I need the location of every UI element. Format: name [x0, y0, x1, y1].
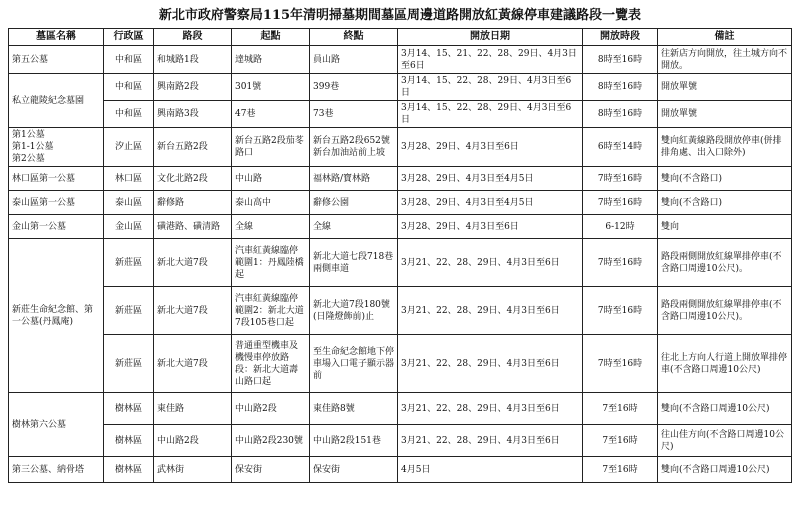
- end-cell: 辭修公園: [310, 191, 398, 215]
- note-cell: 雙向: [658, 215, 792, 239]
- road-cell: 文化北路2段: [154, 167, 232, 191]
- hours-cell: 7時至16時: [583, 167, 658, 191]
- note-cell: 往新店方向開放，往土城方向不開放。: [658, 46, 792, 74]
- dates-cell: 3月14、15、22、28、29日、4月3日至6日: [398, 101, 583, 128]
- table-row: [9, 425, 792, 457]
- header-end: 終點: [310, 29, 398, 46]
- end-cell: 新北大道七段718巷兩側車道: [310, 239, 398, 287]
- hours-cell: 7時至16時: [583, 287, 658, 335]
- district-cell: 樹林區: [104, 393, 154, 425]
- hours-cell: 7至16時: [583, 393, 658, 425]
- road-cell: 中山路2段: [154, 425, 232, 457]
- district-cell: 林口區: [104, 167, 154, 191]
- cemetery-cell: 金山第一公墓: [9, 215, 104, 239]
- end-cell: 員山路: [310, 46, 398, 74]
- road-cell: 新台五路2段: [154, 128, 232, 167]
- cemetery-cell: 第三公墓、納骨塔: [9, 457, 104, 483]
- district-cell: 新莊區: [104, 239, 154, 287]
- district-cell: 新莊區: [104, 335, 154, 393]
- end-cell: 399巷: [310, 74, 398, 101]
- end-cell: 73巷: [310, 101, 398, 128]
- table-row: [9, 191, 792, 215]
- hours-cell: 7至16時: [583, 457, 658, 483]
- dates-cell: 3月14、15、22、28、29日、4月3日至6日: [398, 74, 583, 101]
- header-district: 行政區: [104, 29, 154, 46]
- header-start: 起點: [232, 29, 310, 46]
- header-note: 備註: [658, 29, 792, 46]
- cemetery-cell: 林口區第一公墓: [9, 167, 104, 191]
- start-cell: 中山路: [232, 167, 310, 191]
- district-cell: 金山區: [104, 215, 154, 239]
- header-dates: 開放日期: [398, 29, 583, 46]
- start-cell: 汽車紅黃線臨停範圍1：丹鳳陸橋起: [232, 239, 310, 287]
- end-cell: 福林路/寶林路: [310, 167, 398, 191]
- end-cell: 新台五路2段652號新台加油站前上坡: [310, 128, 398, 167]
- header-cemetery: 墓區名稱: [9, 29, 104, 46]
- dates-cell: 3月21、22、28、29日、4月3日至6日: [398, 393, 583, 425]
- road-cell: 東佳路: [154, 393, 232, 425]
- district-cell: 汐止區: [104, 128, 154, 167]
- document-title: 新北市政府警察局115年清明掃墓期間墓區周邊道路開放紅黃線停車建議路段一覽表: [158, 8, 642, 23]
- hours-cell: 6時至14時: [583, 128, 658, 167]
- district-cell: 樹林區: [104, 425, 154, 457]
- district-cell: 新莊區: [104, 287, 154, 335]
- cemetery-cell: 泰山區第一公墓: [9, 191, 104, 215]
- road-cell: 和城路1段: [154, 46, 232, 74]
- dates-cell: 3月28、29日、4月3日至4月5日: [398, 167, 583, 191]
- table-row: [9, 128, 792, 167]
- note-cell: 路段兩側開放紅線單排停車(不含路口周邊10公尺)。: [658, 239, 792, 287]
- end-cell: 全線: [310, 215, 398, 239]
- dates-cell: 3月28、29日、4月3日至6日: [398, 128, 583, 167]
- start-cell: 保安街: [232, 457, 310, 483]
- road-cell: 興南路2段: [154, 74, 232, 101]
- end-cell: 中山路2段151巷: [310, 425, 398, 457]
- road-cell: 新北大道7段: [154, 335, 232, 393]
- note-cell: 雙向紅黃線路段開放停車(併排排角處、出入口除外): [658, 128, 792, 167]
- end-cell: 保安街: [310, 457, 398, 483]
- dates-cell: 3月21、22、28、29日、4月3日至6日: [398, 239, 583, 287]
- hours-cell: 6-12時: [583, 215, 658, 239]
- dates-cell: 3月21、22、28、29日、4月3日至6日: [398, 335, 583, 393]
- dates-cell: 3月21、22、28、29日、4月3日至6日: [398, 425, 583, 457]
- hours-cell: 7時至16時: [583, 335, 658, 393]
- district-cell: 樹林區: [104, 457, 154, 483]
- dates-cell: 3月14、15、21、22、28、29日、4月3日至6日: [398, 46, 583, 74]
- note-cell: 雙向(不含路口周邊10公尺): [658, 393, 792, 425]
- note-cell: 往山佳方向(不含路口周邊10公尺): [658, 425, 792, 457]
- hours-cell: 8時至16時: [583, 46, 658, 74]
- district-cell: 中和區: [104, 46, 154, 74]
- note-cell: 雙向(不含路口周邊10公尺): [658, 457, 792, 483]
- end-cell: 東佳路8號: [310, 393, 398, 425]
- district-cell: 泰山區: [104, 191, 154, 215]
- dates-cell: 3月28、29日、4月3日至6日: [398, 215, 583, 239]
- road-cell: 辭修路: [154, 191, 232, 215]
- table-row: [9, 215, 792, 239]
- cemetery-cell: 樹林第六公墓: [9, 393, 104, 457]
- dates-cell: 3月28、29日、4月3日至4月5日: [398, 191, 583, 215]
- end-cell: 新北大道7段180號(日隆燈飾前)止: [310, 287, 398, 335]
- end-cell: 至生命紀念館地下停車場入口電子顯示器前: [310, 335, 398, 393]
- note-cell: 雙向(不含路口): [658, 167, 792, 191]
- note-cell: 雙向(不含路口): [658, 191, 792, 215]
- start-cell: 中山路2段230號: [232, 425, 310, 457]
- header-row: [9, 29, 792, 46]
- start-cell: 47巷: [232, 101, 310, 128]
- cemetery-cell: 第五公墓: [9, 46, 104, 74]
- road-cell: 磺港路、磺清路: [154, 215, 232, 239]
- district-cell: 中和區: [104, 101, 154, 128]
- note-cell: 路段兩側開放紅線單排停車(不含路口周邊10公尺)。: [658, 287, 792, 335]
- table-row: [9, 287, 792, 335]
- road-cell: 新北大道7段: [154, 287, 232, 335]
- start-cell: 泰山高中: [232, 191, 310, 215]
- district-cell: 中和區: [104, 74, 154, 101]
- road-cell: 武林街: [154, 457, 232, 483]
- table-row: [9, 46, 792, 74]
- table-row: [9, 457, 792, 483]
- dates-cell: 4月5日: [398, 457, 583, 483]
- hours-cell: 7時至16時: [583, 191, 658, 215]
- table-row: [9, 167, 792, 191]
- hours-cell: 8時至16時: [583, 101, 658, 128]
- table-row: [9, 393, 792, 425]
- header-road: 路段: [154, 29, 232, 46]
- note-cell: 開放單號: [658, 74, 792, 101]
- start-cell: 新台五路2段茄苳路口: [232, 128, 310, 167]
- note-cell: 往北上方向人行道上開放單排停車(不含路口周邊10公尺): [658, 335, 792, 393]
- start-cell: 中山路2段: [232, 393, 310, 425]
- hours-cell: 7時至16時: [583, 239, 658, 287]
- dates-cell: 3月21、22、28、29日、4月3日至6日: [398, 287, 583, 335]
- start-cell: 汽車紅黃線臨停範圍2：新北大道7段105巷口起: [232, 287, 310, 335]
- table-row: [9, 239, 792, 287]
- start-cell: 301號: [232, 74, 310, 101]
- road-cell: 新北大道7段: [154, 239, 232, 287]
- start-cell: 達城路: [232, 46, 310, 74]
- hours-cell: 7至16時: [583, 425, 658, 457]
- cemetery-cell: 第1公墓 第1-1公墓 第2公墓: [9, 128, 104, 167]
- cemetery-cell: 新莊生命紀念館、第一公墓(丹鳳庵): [9, 239, 104, 393]
- road-cell: 興南路3段: [154, 101, 232, 128]
- header-hours: 開放時段: [583, 29, 658, 46]
- hours-cell: 8時至16時: [583, 74, 658, 101]
- note-cell: 開放單號: [658, 101, 792, 128]
- start-cell: 普通重型機車及機慢車停放路段：新北大道壽山路口起: [232, 335, 310, 393]
- start-cell: 全線: [232, 215, 310, 239]
- table-row: [9, 74, 792, 101]
- table-row: [9, 101, 792, 128]
- cemetery-cell: 私立龍陵紀念墓園: [9, 74, 104, 128]
- table-row: [9, 335, 792, 393]
- parking-table: [8, 28, 792, 483]
